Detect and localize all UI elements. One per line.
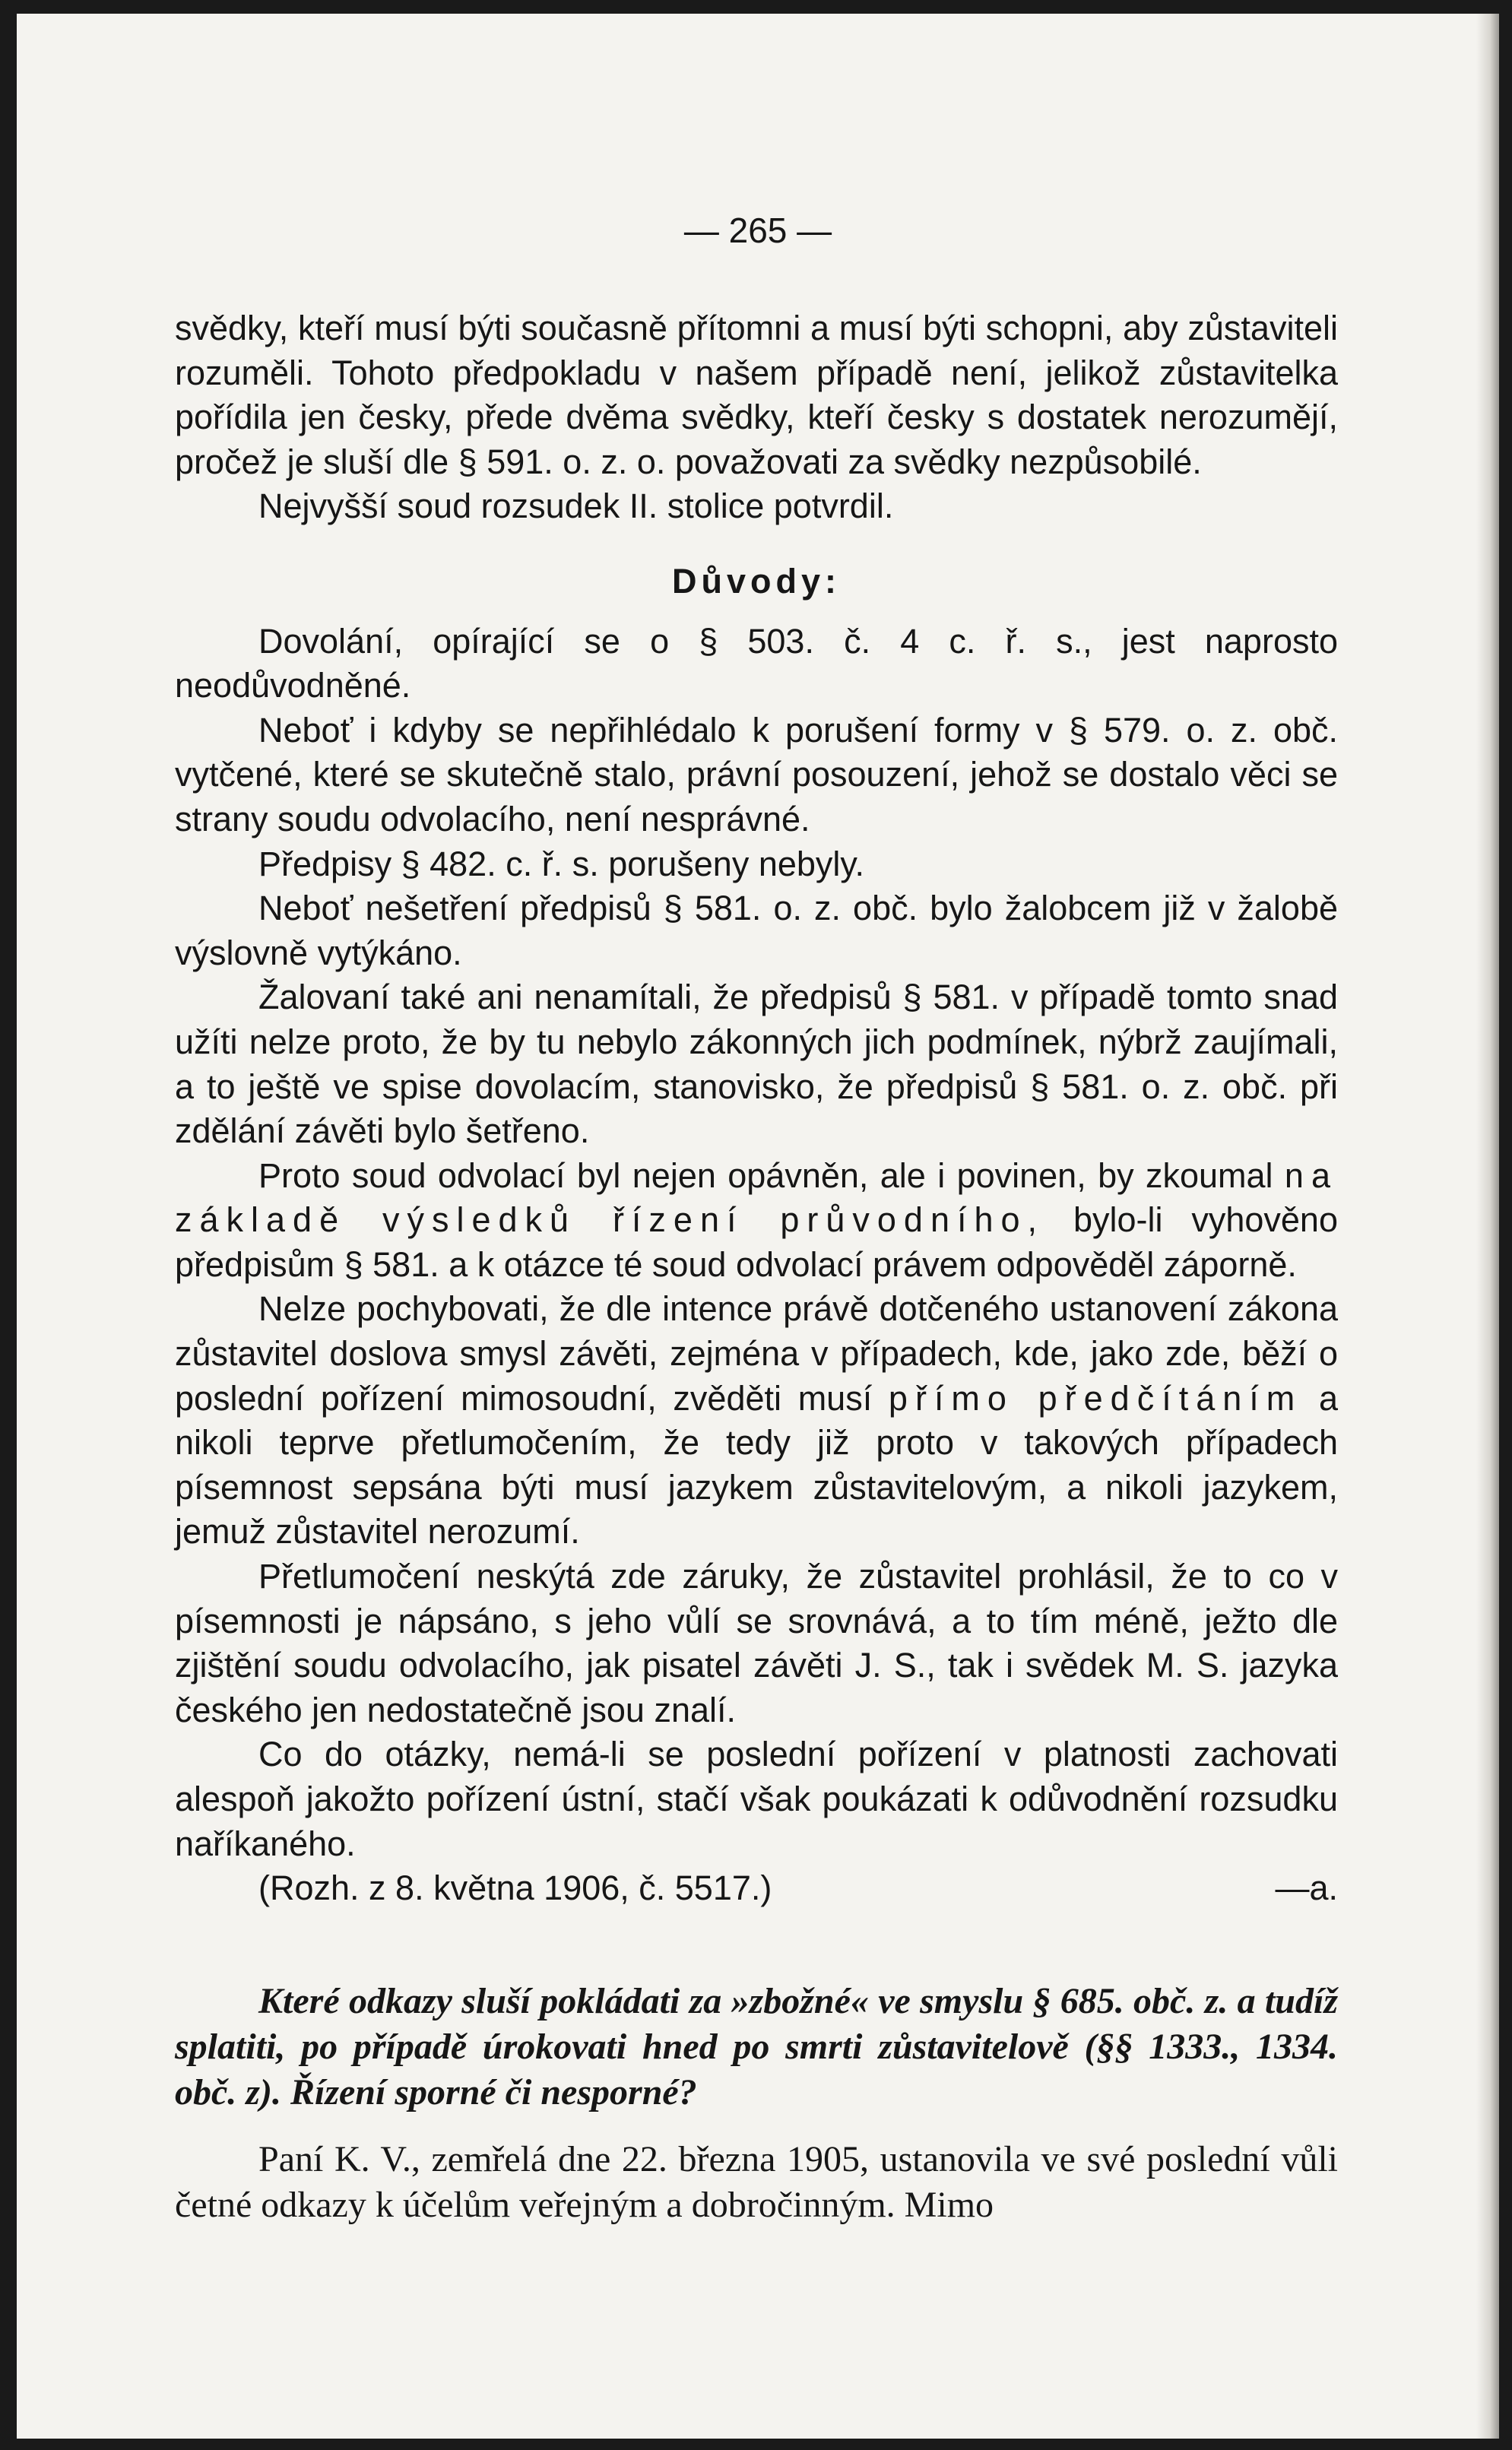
paragraph [175,1154,1338,1288]
next-case [175,1979,1338,2228]
signature: —a. [1275,1868,1338,1908]
text-run: bylo-li vyhověno předpisům § 581. a k otázce té soud odvolací právem odpověděl záporně. [175,1200,1338,1284]
paragraph: Neboť nešetření předpisů § 581. o. z. obč. bylo žalobcem již v žalobě výslovně vytýkáno. [175,889,1338,972]
paragraph: Co do otázky, nemá-li se poslední pořízení v platnosti zachovati alespoň jakožto pořízení ústní, stačí však poukázati k odůvodnění rozsudku naříkaného. [175,1735,1338,1863]
paragraph [175,1287,1338,1555]
paragraph: svědky, kteří musí býti současně přítomni a musí býti schopni, aby zůstaviteli rozuměli. Tohoto předpokladu v našem případě není, jelikož zůstavitelka pořídila jen česky, přede dvěma svědky, kteří česky s dostatek nerozumějí, pročež je sluší dle § 591. o. z. o. považovati za svědky nezpůsobilé. [175,309,1338,481]
paragraph: Dovolání, opírající se o § 503. č. 4 c. ř. s., jest naprosto neodůvodněné. [175,621,1338,705]
paragraph: Neboť i kdyby se nepřihlédalo k porušení formy v § 579. o. z. obč. vytčené, které se skutečně stalo, právní posouzení, jehož se dostalo věci se strany soudu odvolacího, není nesprávné. [175,710,1338,838]
paragraph: Přetlumočení neskýtá zde záruky, že zůstavitel prohlásil, že to co v písemnosti je nápsáno, s jeho vůlí se srovnává, a to tím méně, ježto dle zjištění soudu odvolacího, jak pisatel závěti J. S., tak i svědek M. S. jazyka českého jen nedostatečně jsou znalí. [175,1557,1338,1729]
case-question: Které odkazy sluší pokládati za »zbožné« ve smyslu § 685. obč. z. a tudíž splatiti, po případě úrokovati hned po smrti zůstavitelově (§§ 1333., 1334. obč. z). Řízení sporné či nesporné? [175,1981,1338,2112]
page-edge [1476,14,1499,2439]
page-number: — 265 — [683,211,832,250]
citation-row [175,1866,1338,1911]
citation: (Rozh. z 8. května 1906, č. 5517.) [258,1868,772,1908]
paragraph: Nejvyšší soud rozsudek II. stolice potvrdil. [258,487,894,526]
section-heading: Důvody: [672,561,841,601]
text-run: Proto soud odvolací byl nejen opávněn, ale i povinen, by zkoumal [258,1155,1273,1195]
body-text [175,306,1338,1911]
paragraph: Předpisy § 482. c. ř. s. porušeny nebyly. [258,844,865,883]
text-run: a nikoli teprve přetlumočením, že tedy již proto v takových případech písemnost sepsána býti musí jazykem zůstavitelovým, a nikoli jazykem, jemuž zůstavitel nerozumí. [175,1378,1338,1551]
text-run: Nelze pochybovati, že dle intence právě dotčeného ustanovení zákona zůstavitel doslova smysl závěti, zejména v případech, kde, jako zde, běží o poslední pořízení mimosoudní, zvěděti musí [175,1289,1338,1418]
paragraph: Paní K. V., zemřelá dne 22. března 1905, ustanovila ve své poslední vůli četné odkazy k účelům veřejným a dobročinným. Mimo [175,2139,1338,2225]
paragraph: Žalovaní také ani nenamítali, že předpisů § 581. v případě tomto snad užíti nelze proto, že by tu nebylo zákonných jich podmínek, nýbrž zaujímali, a to ještě ve spise dovolacím, stanovisko, že předpisů § 581. o. z. obč. při zdělání závěti bylo šetřeno. [175,978,1338,1151]
emphasized-text: na základě výsledků řízení průvodního, [175,1155,1338,1240]
document-page [17,14,1499,2439]
emphasized-text: přímo předčítáním [888,1378,1303,1418]
